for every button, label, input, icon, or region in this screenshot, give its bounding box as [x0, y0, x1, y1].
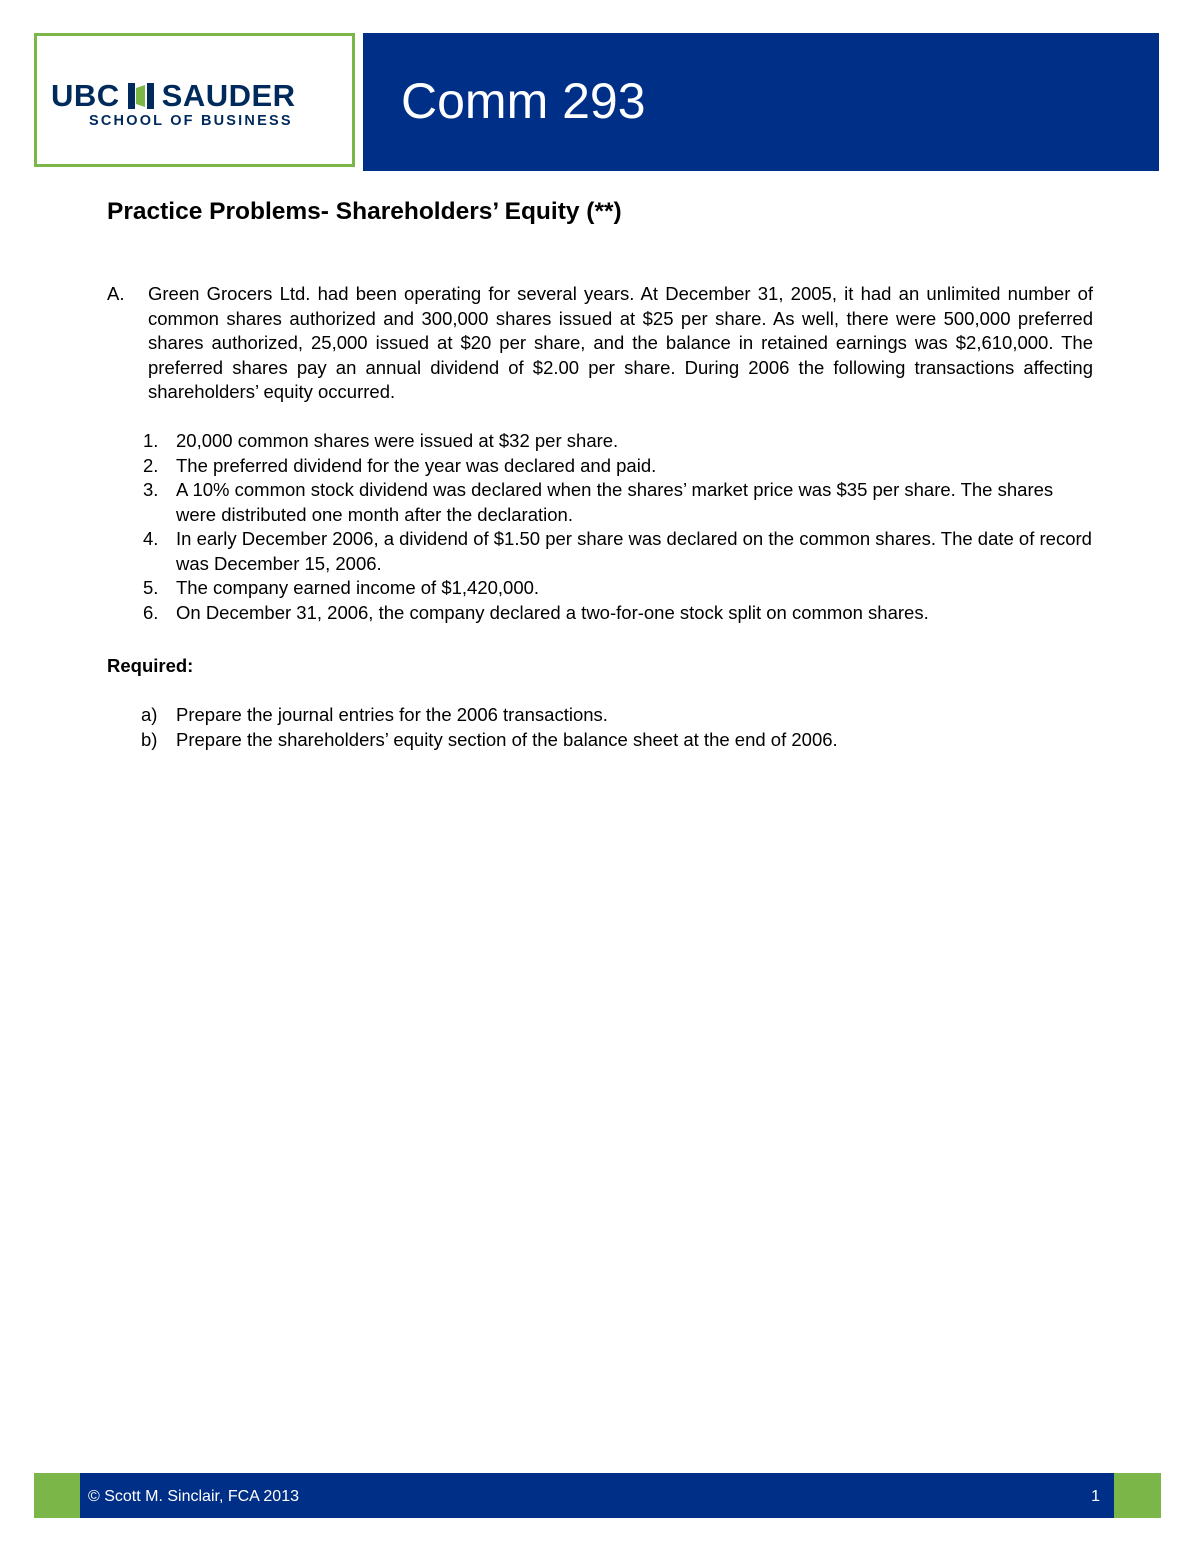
page-title: Practice Problems- Shareholders’ Equity (**)	[107, 198, 622, 225]
logo-sauder-text: SAUDER	[161, 78, 296, 113]
header-banner	[363, 33, 1159, 171]
logo-ubc-text: UBC	[51, 78, 120, 113]
logo-doorway-icon	[128, 82, 154, 110]
list-item-text: Prepare the journal entries for the 2006 transactions.	[176, 704, 608, 725]
list-item	[107, 429, 1093, 454]
list-item	[107, 478, 1093, 527]
school-logo	[34, 33, 355, 167]
list-item-text: In early December 2006, a dividend of $1.50 per share was declared on the common shares. The date of record was December 15, 2006.	[176, 528, 1092, 574]
list-item	[107, 728, 1093, 753]
transaction-list	[107, 429, 1093, 625]
footer-bar	[80, 1473, 1114, 1518]
list-item	[107, 601, 1093, 626]
requirement-list	[107, 703, 1093, 752]
list-item-number: 5.	[143, 577, 159, 598]
list-item-number: 1.	[143, 430, 159, 451]
list-item	[107, 527, 1093, 576]
page-number: 1	[1091, 1488, 1100, 1505]
course-title: Comm 293	[401, 73, 646, 129]
list-item-text: 20,000 common shares were issued at $32 per share.	[176, 430, 619, 451]
problem-paragraph: Green Grocers Ltd. had been operating for several years. At December 31, 2005, it had an unlimited number of common shares authorized and 300,000 shares issued at $25 per share. As well, there were 500,000 preferred shares authorized, 25,000 issued at $20 per share, and the balance in retained earnings was $2,610,000. The preferred shares pay an annual dividend of $2.00 per share. During 2006 the following transactions affecting shareholders’ equity occurred.	[148, 283, 1093, 402]
list-item-letter: b)	[141, 728, 158, 750]
list-item-number: 6.	[143, 601, 159, 623]
problem-letter: A.	[107, 283, 125, 304]
list-item-number: 3.	[143, 479, 159, 500]
footer-copyright: © Scott M. Sinclair, FCA 2013	[88, 1488, 299, 1505]
list-item-text: The preferred dividend for the year was declared and paid.	[176, 454, 657, 476]
list-item-letter: a)	[141, 704, 158, 725]
list-item-text: The company earned income of $1,420,000.	[176, 577, 540, 598]
list-item	[107, 703, 1093, 728]
list-item-text: A 10% common stock dividend was declared when the shares’ market price was $35 per share. The shares were distributed one month after the declaration.	[176, 479, 1054, 525]
list-item-text: On December 31, 2006, the company declared a two-for-one stock split on common shares.	[176, 601, 929, 623]
logo-wordmark	[51, 76, 296, 116]
logo-subtitle: SCHOOL OF BUSINESS	[89, 113, 293, 129]
list-item-number: 2.	[143, 454, 159, 476]
list-item-text: Prepare the shareholders’ equity section of the balance sheet at the end of 2006.	[176, 728, 838, 750]
list-item-number: 4.	[143, 528, 159, 549]
list-item	[107, 576, 1093, 601]
list-item	[107, 454, 1093, 479]
required-heading: Required:	[107, 655, 194, 676]
